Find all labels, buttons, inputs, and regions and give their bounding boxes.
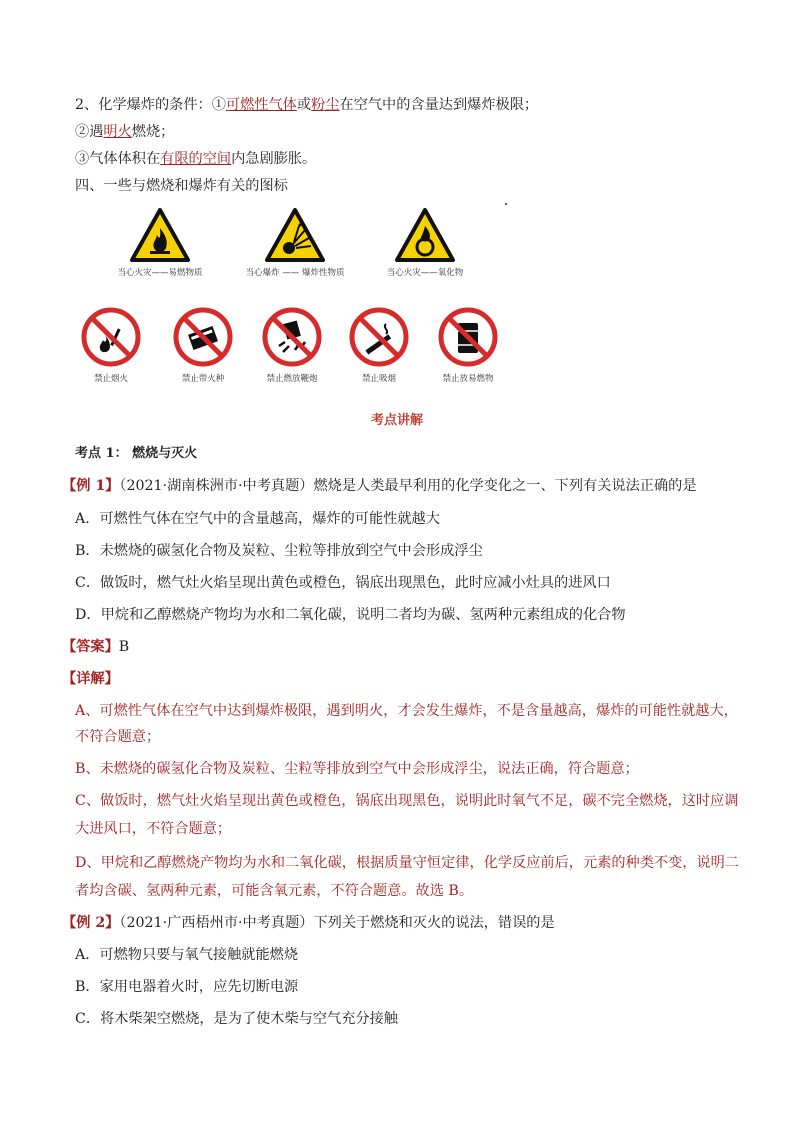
example1-option-a: A．可燃性气体在空气中的含量越高，爆炸的可能性就越大 [75,511,440,527]
prohibition-sign-no-matches [163,306,243,384]
example2-tag: 【例 2】 [62,915,120,931]
prohibition-sign-no-firecrackers [252,306,332,384]
warning-sign-oxidizer [370,208,480,278]
prohibition-caption: 禁止烟火 [93,374,128,384]
stray-dot [505,203,507,205]
prohibition-caption: 禁止放易燃物 [442,374,494,384]
warning-caption: 当心火灾——氧化物 [386,268,464,278]
detail-line: 大进风口，不符合题意； [75,821,232,837]
example2-option-b: B．家用电器着火时，应先切断电源 [75,979,299,995]
warning-caption: 当心火灾——易燃物质 [117,268,203,278]
prohibition-caption: 禁止吸烟 [361,374,396,384]
example1-option-b: B．未燃烧的碳氢化合物及炭粒、尘粒等排放到空气中会形成浮尘 [75,543,483,559]
example1-question: 【例 1】（2021·湖南株洲市·中考真题）燃烧是人类最早利用的化学变化之一、下列有关说法正确的是 [62,478,697,494]
detail-line: 不符合题意； [75,729,161,745]
detail-line: D、甲烷和乙醇燃烧产物均为水和二氧化碳，根据质量守恒定律，化学反应前后，元素的种类不变，说明二 [75,855,740,871]
kaodian-title: 考点 1： 燃烧与灭火 [75,446,198,461]
explosion-icon [265,208,325,262]
example2-option-c: C．将木柴架空燃烧，是为了使木柴与空气充分接触 [75,1011,398,1027]
example1-option-d: D．甲烷和乙醇燃烧产物均为水和二氧化碳，说明二者均为碳、氢两种元素组成的化合物 [75,607,626,623]
condition-line-3: ③气体体积在有限的空间内急剧膨胀。 [75,151,317,167]
no-smoking-icon [348,306,410,368]
answer-tag: 【答案】 [62,639,119,655]
no-matches-icon [172,306,234,368]
section4-title: 四、一些与燃烧和爆炸有关的图标 [75,178,288,194]
no-flammables-icon [437,306,499,368]
condition-line-2: ②遇明火燃烧； [75,124,175,140]
detail-line: A、可燃性气体在空气中达到爆炸极限，遇到明火，才会发生爆炸，不是含量越高，爆炸的可能性就越大， [75,703,738,719]
prohibition-caption: 禁止燃放鞭炮 [266,374,318,384]
oxidizer-icon [395,208,455,262]
detail-line: 者均含碳、氢两种元素，可能含氧元素，不符合题意。故选 B。 [75,883,474,899]
detail-tag: 【详解】 [62,671,119,687]
example2-option-a: A．可燃物只要与氧气接触就能燃烧 [75,947,299,963]
prohibition-sign-no-flammables [428,306,508,384]
prohibition-sign-no-smoking [343,306,415,384]
detail-line: B、未燃烧的碳氢化合物及炭粒、尘粒等排放到空气中会形成浮尘，说法正确，符合题意； [75,761,639,777]
prohibition-caption: 禁止带火种 [181,374,225,384]
warning-sign-explosive [235,208,355,278]
example1-answer: 【答案】B [62,639,130,655]
warning-caption: 当心爆炸 —— 爆炸性物质 [245,268,345,278]
warning-sign-flammable [105,208,215,278]
detail-line: C、做饭时，燃气灶火焰呈现出黄色或橙色，锅底出现黑色，说明此时氧气不足，碳不完全燃烧，这时应调 [75,793,739,809]
no-fire-icon [80,306,142,368]
example1-tag: 【例 1】 [62,478,120,494]
condition-line-1: 2、化学爆炸的条件：①可燃性气体或粉尘在空气中的含量达到爆炸极限； [75,97,539,113]
flame-icon [130,208,190,262]
section-heading: 考点讲解 [370,413,423,428]
prohibition-sign-no-fire [75,306,147,384]
example2-question: 【例 2】（2021·广西梧州市·中考真题）下列关于燃烧和灭火的说法，错误的是 [62,915,555,931]
no-firecrackers-icon [261,306,323,368]
example1-option-c: C．做饭时，燃气灶火焰呈现出黄色或橙色，锅底出现黑色，此时应减小灶具的进风口 [75,575,611,591]
